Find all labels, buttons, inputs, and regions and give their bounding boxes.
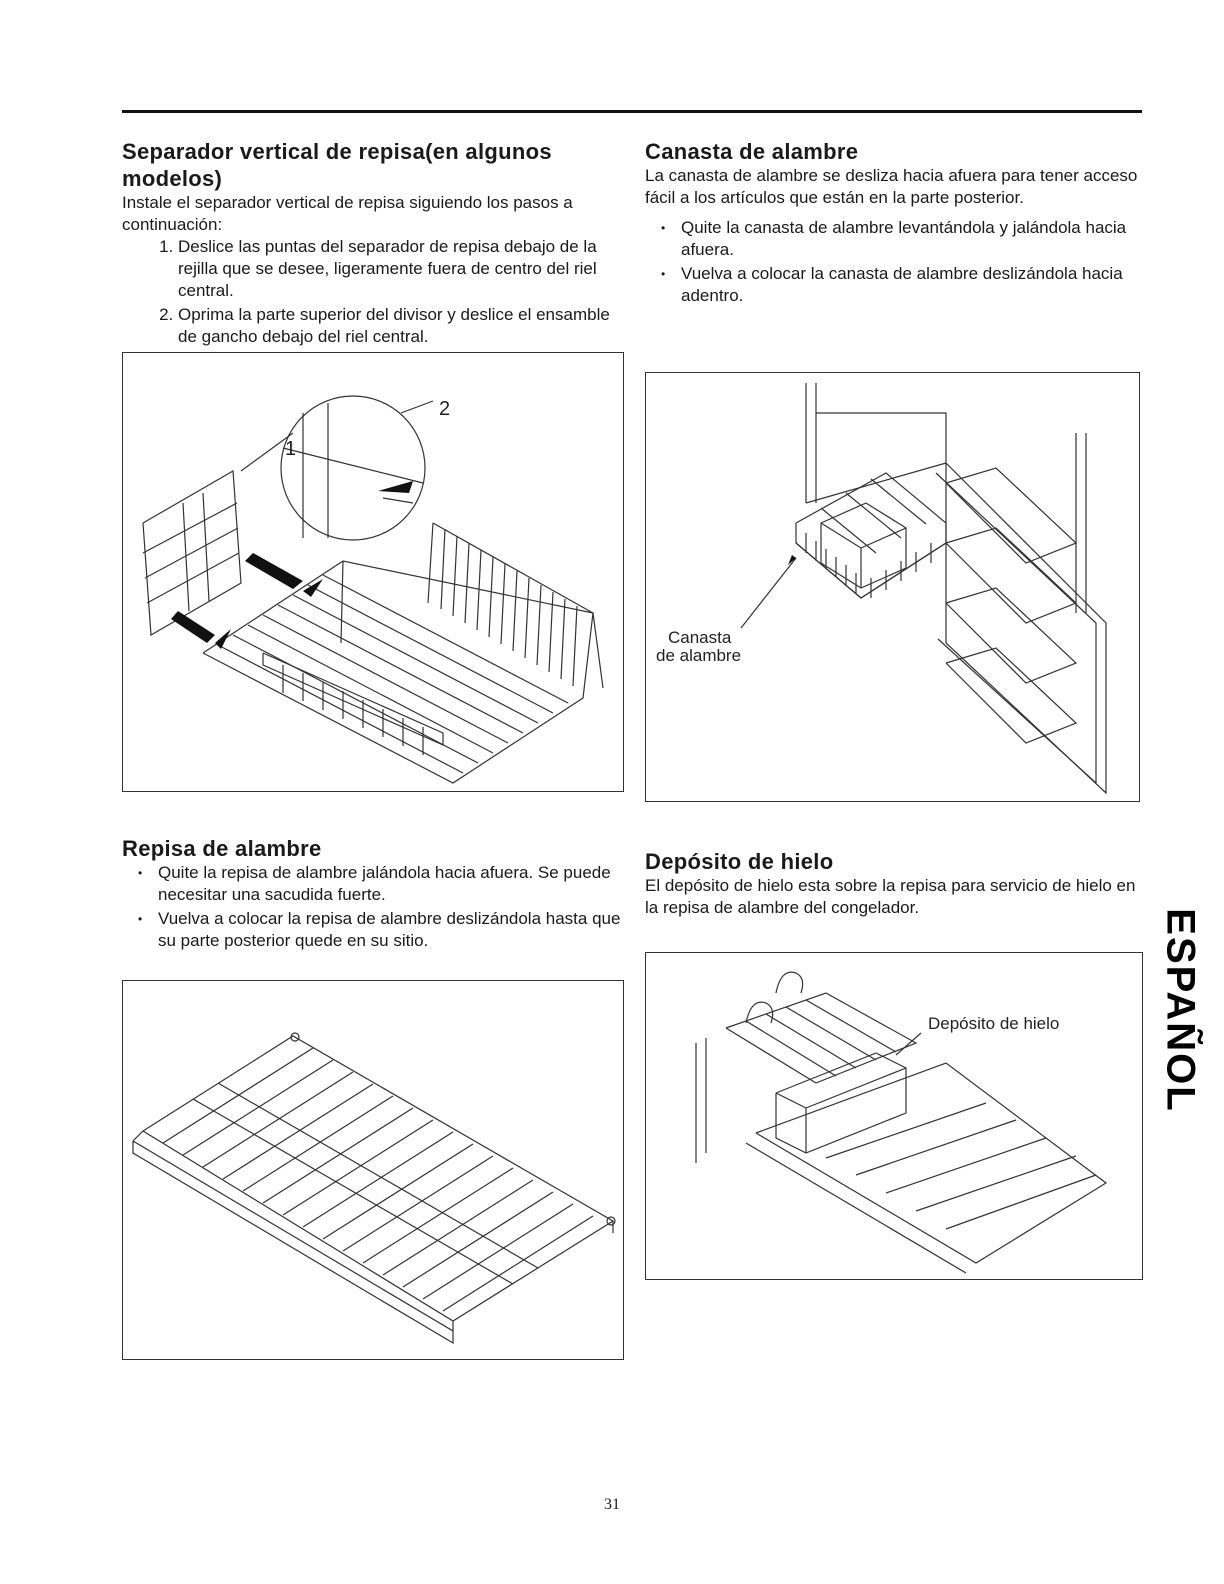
canasta-intro: La canasta de alambre se desliza hacia afuera para tener acceso fácil a los artículos que están en la parte posterior.	[645, 166, 1138, 207]
deposito-intro: El depósito de hielo esta sobre la repisa para servicio de hielo en la repisa de alambre del congelador.	[645, 876, 1136, 917]
deposito-title: Depósito de hielo	[645, 849, 834, 874]
repisa-bullet-2: • Vuelva a colocar la repisa de alambre deslizándola hasta que su parte posterior quede en su sitio.	[158, 908, 632, 952]
canasta-title: Canasta de alambre	[645, 139, 859, 164]
separador-step-2: 2. Oprima la parte superior del divisor y deslice el ensamble de gancho debajo del riel central.	[178, 304, 632, 348]
repisa-title: Repisa de alambre	[122, 836, 322, 861]
figure-canasta	[645, 372, 1140, 802]
canasta-bullets	[645, 217, 1140, 307]
canasta-bullet-1: • Quite la canasta de alambre levantándola y jalándola hacia afuera.	[681, 217, 1140, 261]
section-repisa	[122, 835, 632, 954]
side-tab-label: ESPAÑOL	[1158, 907, 1203, 1113]
section-canasta	[645, 138, 1140, 309]
repisa-bullets	[122, 862, 632, 952]
canasta-bullet-2: • Vuelva a colocar la canasta de alambre deslizándola hacia adentro.	[681, 263, 1140, 307]
callout-2: 2	[439, 398, 451, 420]
wire-basket-illustration	[646, 373, 1139, 801]
figure-deposito	[645, 952, 1143, 1280]
callout-1: 1	[285, 438, 297, 460]
page-number: 31	[604, 1496, 620, 1513]
language-side-tab	[1150, 880, 1210, 1140]
top-rule	[122, 110, 1142, 113]
section-deposito	[645, 848, 1140, 919]
figure-separador	[122, 352, 624, 792]
deposito-callout: Depósito de hielo	[928, 1014, 1060, 1033]
separador-intro: Instale el separador vertical de repisa siguiendo los pasos a continuación:	[122, 193, 573, 234]
ice-bin-illustration	[646, 953, 1142, 1279]
section-separador	[122, 138, 632, 350]
figure-repisa	[122, 980, 624, 1360]
separador-steps	[122, 236, 632, 348]
separador-title: Separador vertical de repisa(en algunos modelos)	[122, 139, 552, 191]
wire-shelf-illustration	[123, 981, 623, 1359]
canasta-callout: Canasta de alambre	[656, 628, 742, 665]
repisa-bullet-1: • Quite la repisa de alambre jalándola hacia afuera. Se puede necesitar una sacudida fuerte.	[158, 862, 632, 906]
shelf-divider-illustration	[123, 353, 623, 791]
separador-step-1: 1. Deslice las puntas del separador de repisa debajo de la rejilla que se desee, ligeramente fuera de centro del riel central.	[178, 236, 632, 302]
